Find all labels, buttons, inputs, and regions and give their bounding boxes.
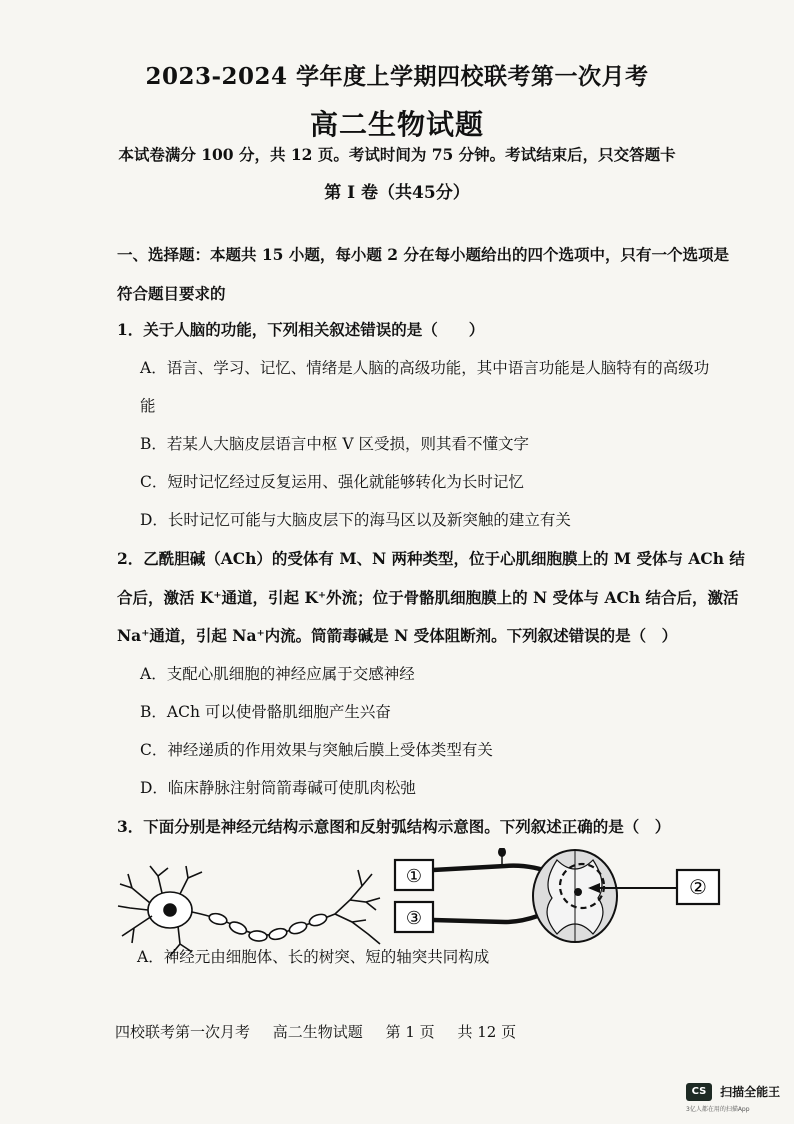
q2-option-d: D．临床静脉注射筒箭毒碱可使肌肉松弛: [140, 779, 416, 797]
page-footer: [115, 1021, 534, 1042]
q3-option-a: A．神经元由细胞体、长的树突、短的轴突共同构成: [137, 948, 490, 966]
part-title: 第 Ⅰ 卷（共45分）: [324, 183, 470, 203]
spinal-cord-diagram: [533, 850, 617, 942]
footer-exam: 四校联考第一次月考: [115, 1023, 251, 1041]
label-1: ①: [405, 866, 423, 887]
q1-stem: 1．关于人脑的功能，下列相关叙述错误的是（ ）: [117, 320, 485, 339]
footer-total: 共 12 页: [457, 1023, 517, 1041]
q2-stem-line1: 2．乙酰胆碱（ACh）的受体有 M、N 两种类型，位于心肌细胞膜上的 M 受体与 ACh 结: [117, 549, 745, 568]
footer-subject: 高二生物试题: [272, 1023, 363, 1041]
scanner-tagline: 3亿人都在用的扫描App: [686, 1105, 750, 1113]
section-heading-line2: 符合题目要求的: [117, 284, 226, 303]
neuron-diagram: [118, 866, 380, 956]
q1-option-c: C．短时记忆经过反复运用、强化就能够转化为长时记忆: [140, 473, 524, 491]
q1-option-a: A．语言、学习、记忆、情绪是人脑的高级功能，其中语言功能是人脑特有的高级功: [140, 359, 710, 377]
exam-title: 2023-2024 学年度上学期四校联考第一次月考: [145, 63, 649, 90]
q1-option-b: B．若某人大脑皮层语言中枢 V 区受损，则其看不懂文字: [140, 435, 529, 453]
subject-title: 高二生物试题: [309, 108, 484, 141]
q1-option-a-cont: 能: [140, 397, 156, 415]
scanner-name: 扫描全能王: [720, 1085, 781, 1099]
scanner-watermark: [686, 1081, 786, 1113]
label-2: ②: [689, 875, 707, 899]
camscanner-logo-icon: CS: [686, 1083, 712, 1101]
q2-stem-line2: 合后，激活 K⁺通道，引起 K⁺外流；位于骨骼肌细胞膜上的 N 受体与 ACh 结合后，激活: [117, 588, 739, 607]
label-3: ③: [405, 908, 423, 929]
section-heading-line1: 一、选择题：本题共 15 小题，每小题 2 分在每小题给出的四个选项中，只有一个选项是: [117, 245, 729, 264]
exam-instructions: 本试卷满分 100 分，共 12 页。考试时间为 75 分钟。考试结束后，只交答题卡: [118, 145, 676, 164]
q3-stem: 3．下面分别是神经元结构示意图和反射弧结构示意图。下列叙述正确的是（ ）: [117, 817, 671, 836]
q2-option-a: A．支配心肌细胞的神经应属于交感神经: [140, 665, 415, 683]
footer-page: 第 1 页: [385, 1023, 435, 1041]
q2-option-b: B．ACh 可以使骨骼肌细胞产生兴奋: [140, 703, 391, 721]
q2-option-c: C．神经递质的作用效果与突触后膜上受体类型有关: [140, 741, 493, 759]
q2-stem-line3: Na⁺通道，引起 Na⁺内流。筒箭毒碱是 N 受体阻断剂。下列叙述错误的是（ ）: [117, 626, 678, 645]
q1-option-d: D．长时记忆可能与大脑皮层下的海马区以及新突触的建立有关: [140, 511, 571, 529]
